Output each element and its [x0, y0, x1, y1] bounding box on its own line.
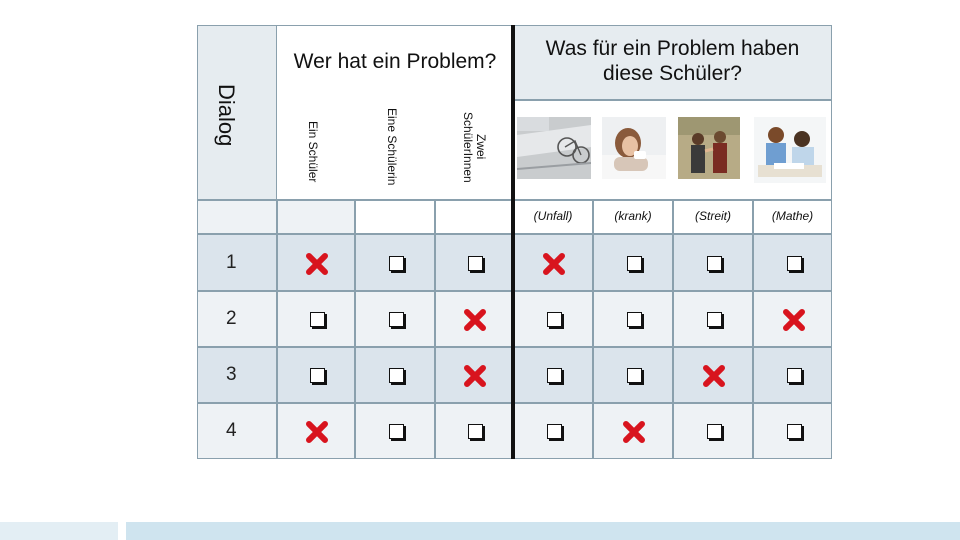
- checkbox-square-icon[interactable]: [547, 368, 562, 383]
- label-row-blank-1: [197, 200, 277, 234]
- who-label-zwei-schuelerinnen: Zwei SchülerInnen: [461, 111, 488, 183]
- answer-cell[interactable]: [355, 234, 435, 291]
- red-cross-icon[interactable]: [464, 365, 486, 387]
- answer-cell[interactable]: [277, 403, 355, 459]
- answer-cell[interactable]: [593, 403, 673, 459]
- checkbox-square-icon[interactable]: [547, 424, 562, 439]
- answer-cell[interactable]: [513, 291, 593, 347]
- row-number-cell: [197, 234, 277, 291]
- answer-cell[interactable]: [435, 291, 513, 347]
- checkbox-square-icon[interactable]: [547, 312, 562, 327]
- answer-cell[interactable]: [277, 234, 355, 291]
- answer-cell[interactable]: [593, 291, 673, 347]
- answer-cell[interactable]: [753, 291, 832, 347]
- checkbox-square-icon[interactable]: [310, 368, 325, 383]
- answer-cell[interactable]: [513, 234, 593, 291]
- row-number: 2: [226, 308, 237, 329]
- red-cross-icon[interactable]: [306, 421, 328, 443]
- title-problem-line-2: diese Schüler?: [603, 62, 742, 85]
- red-cross-icon[interactable]: [783, 309, 805, 331]
- footer-bar-right: [126, 522, 960, 540]
- problem-label-unfall: (Unfall): [533, 209, 573, 223]
- answer-cell[interactable]: [355, 347, 435, 403]
- who-label-ein-schueler: Ein Schüler: [306, 120, 320, 183]
- checkbox-square-icon[interactable]: [707, 424, 722, 439]
- label-row-blank-4: [435, 200, 513, 234]
- checkbox-square-icon[interactable]: [627, 368, 642, 383]
- red-cross-icon[interactable]: [623, 421, 645, 443]
- answer-cell[interactable]: [673, 347, 753, 403]
- section-divider: [511, 25, 515, 459]
- checkbox-square-icon[interactable]: [389, 368, 404, 383]
- row-number: 1: [226, 252, 237, 273]
- answer-cell[interactable]: [277, 291, 355, 347]
- checkbox-square-icon[interactable]: [468, 424, 483, 439]
- checkbox-square-icon[interactable]: [310, 312, 325, 327]
- row-number: 4: [226, 420, 237, 441]
- label-row-blank-2: [277, 200, 355, 234]
- checkbox-square-icon[interactable]: [389, 424, 404, 439]
- checkbox-square-icon[interactable]: [707, 312, 722, 327]
- dialog-label: Dialog: [214, 83, 239, 147]
- answer-cell[interactable]: [673, 234, 753, 291]
- row-number-cell: [197, 403, 277, 459]
- students-studying-photo: [754, 117, 826, 183]
- answer-cell[interactable]: [277, 347, 355, 403]
- problem-label-krank: (krank): [614, 209, 652, 223]
- problem-label-streit: (Streit): [695, 209, 731, 223]
- checkbox-square-icon[interactable]: [787, 256, 802, 271]
- answer-cell[interactable]: [435, 234, 513, 291]
- checkbox-square-icon[interactable]: [707, 256, 722, 271]
- red-cross-icon[interactable]: [306, 253, 328, 275]
- checkbox-square-icon[interactable]: [787, 424, 802, 439]
- title-problem: [513, 36, 832, 86]
- crashed-bicycle-photo: [517, 117, 591, 179]
- answer-cell[interactable]: [673, 291, 753, 347]
- arguing-students-photo: [678, 117, 740, 179]
- red-cross-icon[interactable]: [703, 365, 725, 387]
- answer-cell[interactable]: [753, 403, 832, 459]
- who-label-eine-schuelerin: Eine Schülerin: [385, 108, 399, 186]
- label-row-blank-3: [355, 200, 435, 234]
- row-number-cell: [197, 347, 277, 403]
- checkbox-square-icon[interactable]: [787, 368, 802, 383]
- checkbox-square-icon[interactable]: [389, 312, 404, 327]
- answer-cell[interactable]: [513, 403, 593, 459]
- checkbox-square-icon[interactable]: [468, 256, 483, 271]
- checkbox-square-icon[interactable]: [389, 256, 404, 271]
- checkbox-square-icon[interactable]: [627, 312, 642, 327]
- title-who: Wer hat ein Problem?: [293, 50, 497, 73]
- red-cross-icon[interactable]: [543, 253, 565, 275]
- answer-cell[interactable]: [593, 234, 673, 291]
- answer-cell[interactable]: [513, 347, 593, 403]
- answer-cell[interactable]: [753, 234, 832, 291]
- answer-cell[interactable]: [435, 347, 513, 403]
- answer-cell[interactable]: [673, 403, 753, 459]
- row-number-cell: [197, 291, 277, 347]
- answer-cell[interactable]: [355, 403, 435, 459]
- footer-bar-left: [0, 522, 118, 540]
- answer-cell[interactable]: [753, 347, 832, 403]
- red-cross-icon[interactable]: [464, 309, 486, 331]
- sick-girl-photo: [602, 117, 666, 179]
- answer-cell[interactable]: [435, 403, 513, 459]
- checkbox-square-icon[interactable]: [627, 256, 642, 271]
- title-problem-line-1: Was für ein Problem haben: [545, 37, 800, 60]
- answer-cell[interactable]: [593, 347, 673, 403]
- row-number: 3: [226, 364, 237, 385]
- answer-cell[interactable]: [355, 291, 435, 347]
- problem-label-mathe: (Mathe): [771, 209, 814, 223]
